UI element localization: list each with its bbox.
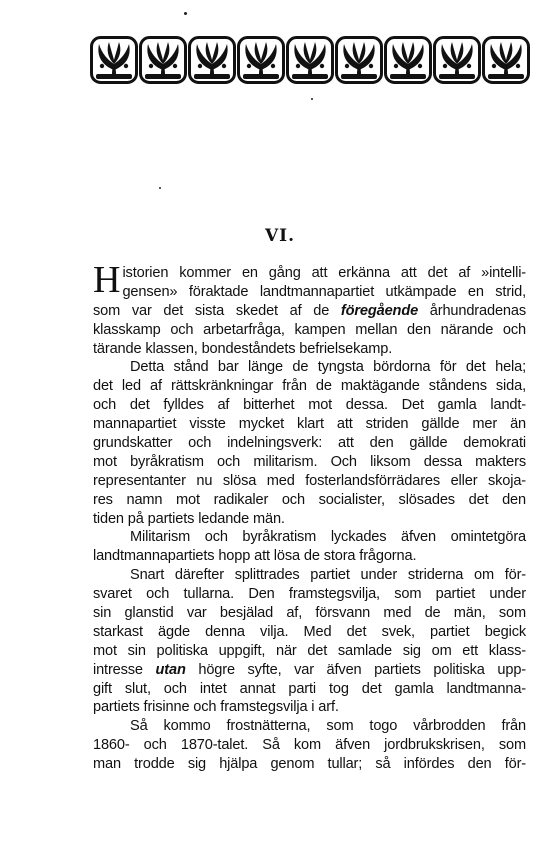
- text-line: grundskatter och indelningsverk: att den gällde demokrati: [93, 435, 526, 452]
- text-line: gensen» föraktade landtmannapartiet utkämpade en strid,: [122, 283, 526, 300]
- text-line: landtmannapartiets hopp att lösa de stora frågorna.: [93, 548, 417, 565]
- text-line: gift slut, och intet annat parti tog det gamla landtmanna-: [93, 680, 526, 697]
- paragraph-first-line: Militarism och byråkratism lyckades äfven omintetgöra: [130, 529, 526, 546]
- ornament-tile: [141, 38, 186, 83]
- ink-speck: [311, 98, 313, 100]
- text-line: istorien kommer en gång att erkänna att det af »intelli-: [122, 265, 526, 281]
- text-run: intresse: [93, 661, 156, 678]
- chapter-heading: VI.: [264, 226, 296, 246]
- opening-paragraph-start: [93, 259, 526, 302]
- text-line: mot byråkratism och militarism. Och liksom dessa makters: [93, 453, 526, 470]
- text-line: partiets frisinne och framstegsvilja i arf.: [93, 699, 339, 716]
- text-line: res namn mot radikaler och socialister, slösades det den: [93, 491, 526, 508]
- text-line: tärande klassen, bondeståndets befrielsekamp.: [93, 340, 393, 357]
- text-line: mot sin politiska uppgift, när det samlade sig om ett klass-: [93, 642, 526, 659]
- opening-lines: [122, 264, 526, 302]
- text-line: tiden på partiets ledande män.: [93, 510, 285, 527]
- text-line: och det fylldes af bitterhet mot dessa. Det gamla landt-: [93, 397, 526, 414]
- text-line: 1860- och 1870-talet. Så kom äfven jordbrukskrisen, som: [93, 737, 526, 754]
- paragraph-first-line: Snart därefter splittrades partiet under striderna om för-: [130, 567, 526, 584]
- ink-speck: [159, 187, 161, 189]
- ornament-tile: [190, 38, 235, 83]
- text-run: som var det sista skedet af de: [93, 302, 341, 319]
- text-run: århundradenas: [418, 302, 526, 319]
- text-line: representanter nu slösa med fosterlandsförrädares eller skoja-: [93, 472, 526, 489]
- body-text: [93, 259, 526, 774]
- text-line: det led af rättskränkningar från de maktägande ståndens sida,: [93, 378, 526, 395]
- text-line: sin glanstid var besjälad af, försvann med de män, som: [93, 605, 526, 622]
- text-line: [93, 661, 526, 680]
- ink-speck: [184, 12, 187, 15]
- ornament-tile: [386, 38, 431, 83]
- text-line: man trodde sig hjälpa genom tullar; så infördes den för-: [93, 756, 526, 773]
- drop-cap: H: [93, 259, 121, 301]
- text-line: svaret och tullarna. Den framstegsvilja, som partiet under: [93, 586, 526, 603]
- ornament-tile: [239, 38, 284, 83]
- ornament-tile: [484, 38, 529, 83]
- ornament-tile: [288, 38, 333, 83]
- emphasized-word: utan: [155, 661, 186, 678]
- ornament-tile: [337, 38, 382, 83]
- art-nouveau-ornament-band: [90, 34, 530, 86]
- emphasized-word: föregående: [340, 302, 419, 319]
- ornament-tile: [435, 38, 480, 83]
- paragraph-first-line: Så kommo frostnätterna, som togo vårbrodden från: [130, 718, 526, 735]
- paragraph-first-line: Detta stånd bar länge de tyngsta bördorna för det hela;: [130, 359, 526, 376]
- text-run: högre syfte, var äfven partiets politiska upp-: [185, 661, 526, 678]
- text-line: mannapartiet visste mycket klart att striden gällde mer än: [93, 416, 526, 433]
- text-line: klasskamp och arbetarfråga, kampen mellan den närande och: [93, 321, 526, 338]
- ornament-tile: [92, 38, 137, 83]
- text-line: starkast ägde denna vilja. Med det svek, partiet begick: [93, 623, 526, 640]
- text-line: [93, 302, 526, 321]
